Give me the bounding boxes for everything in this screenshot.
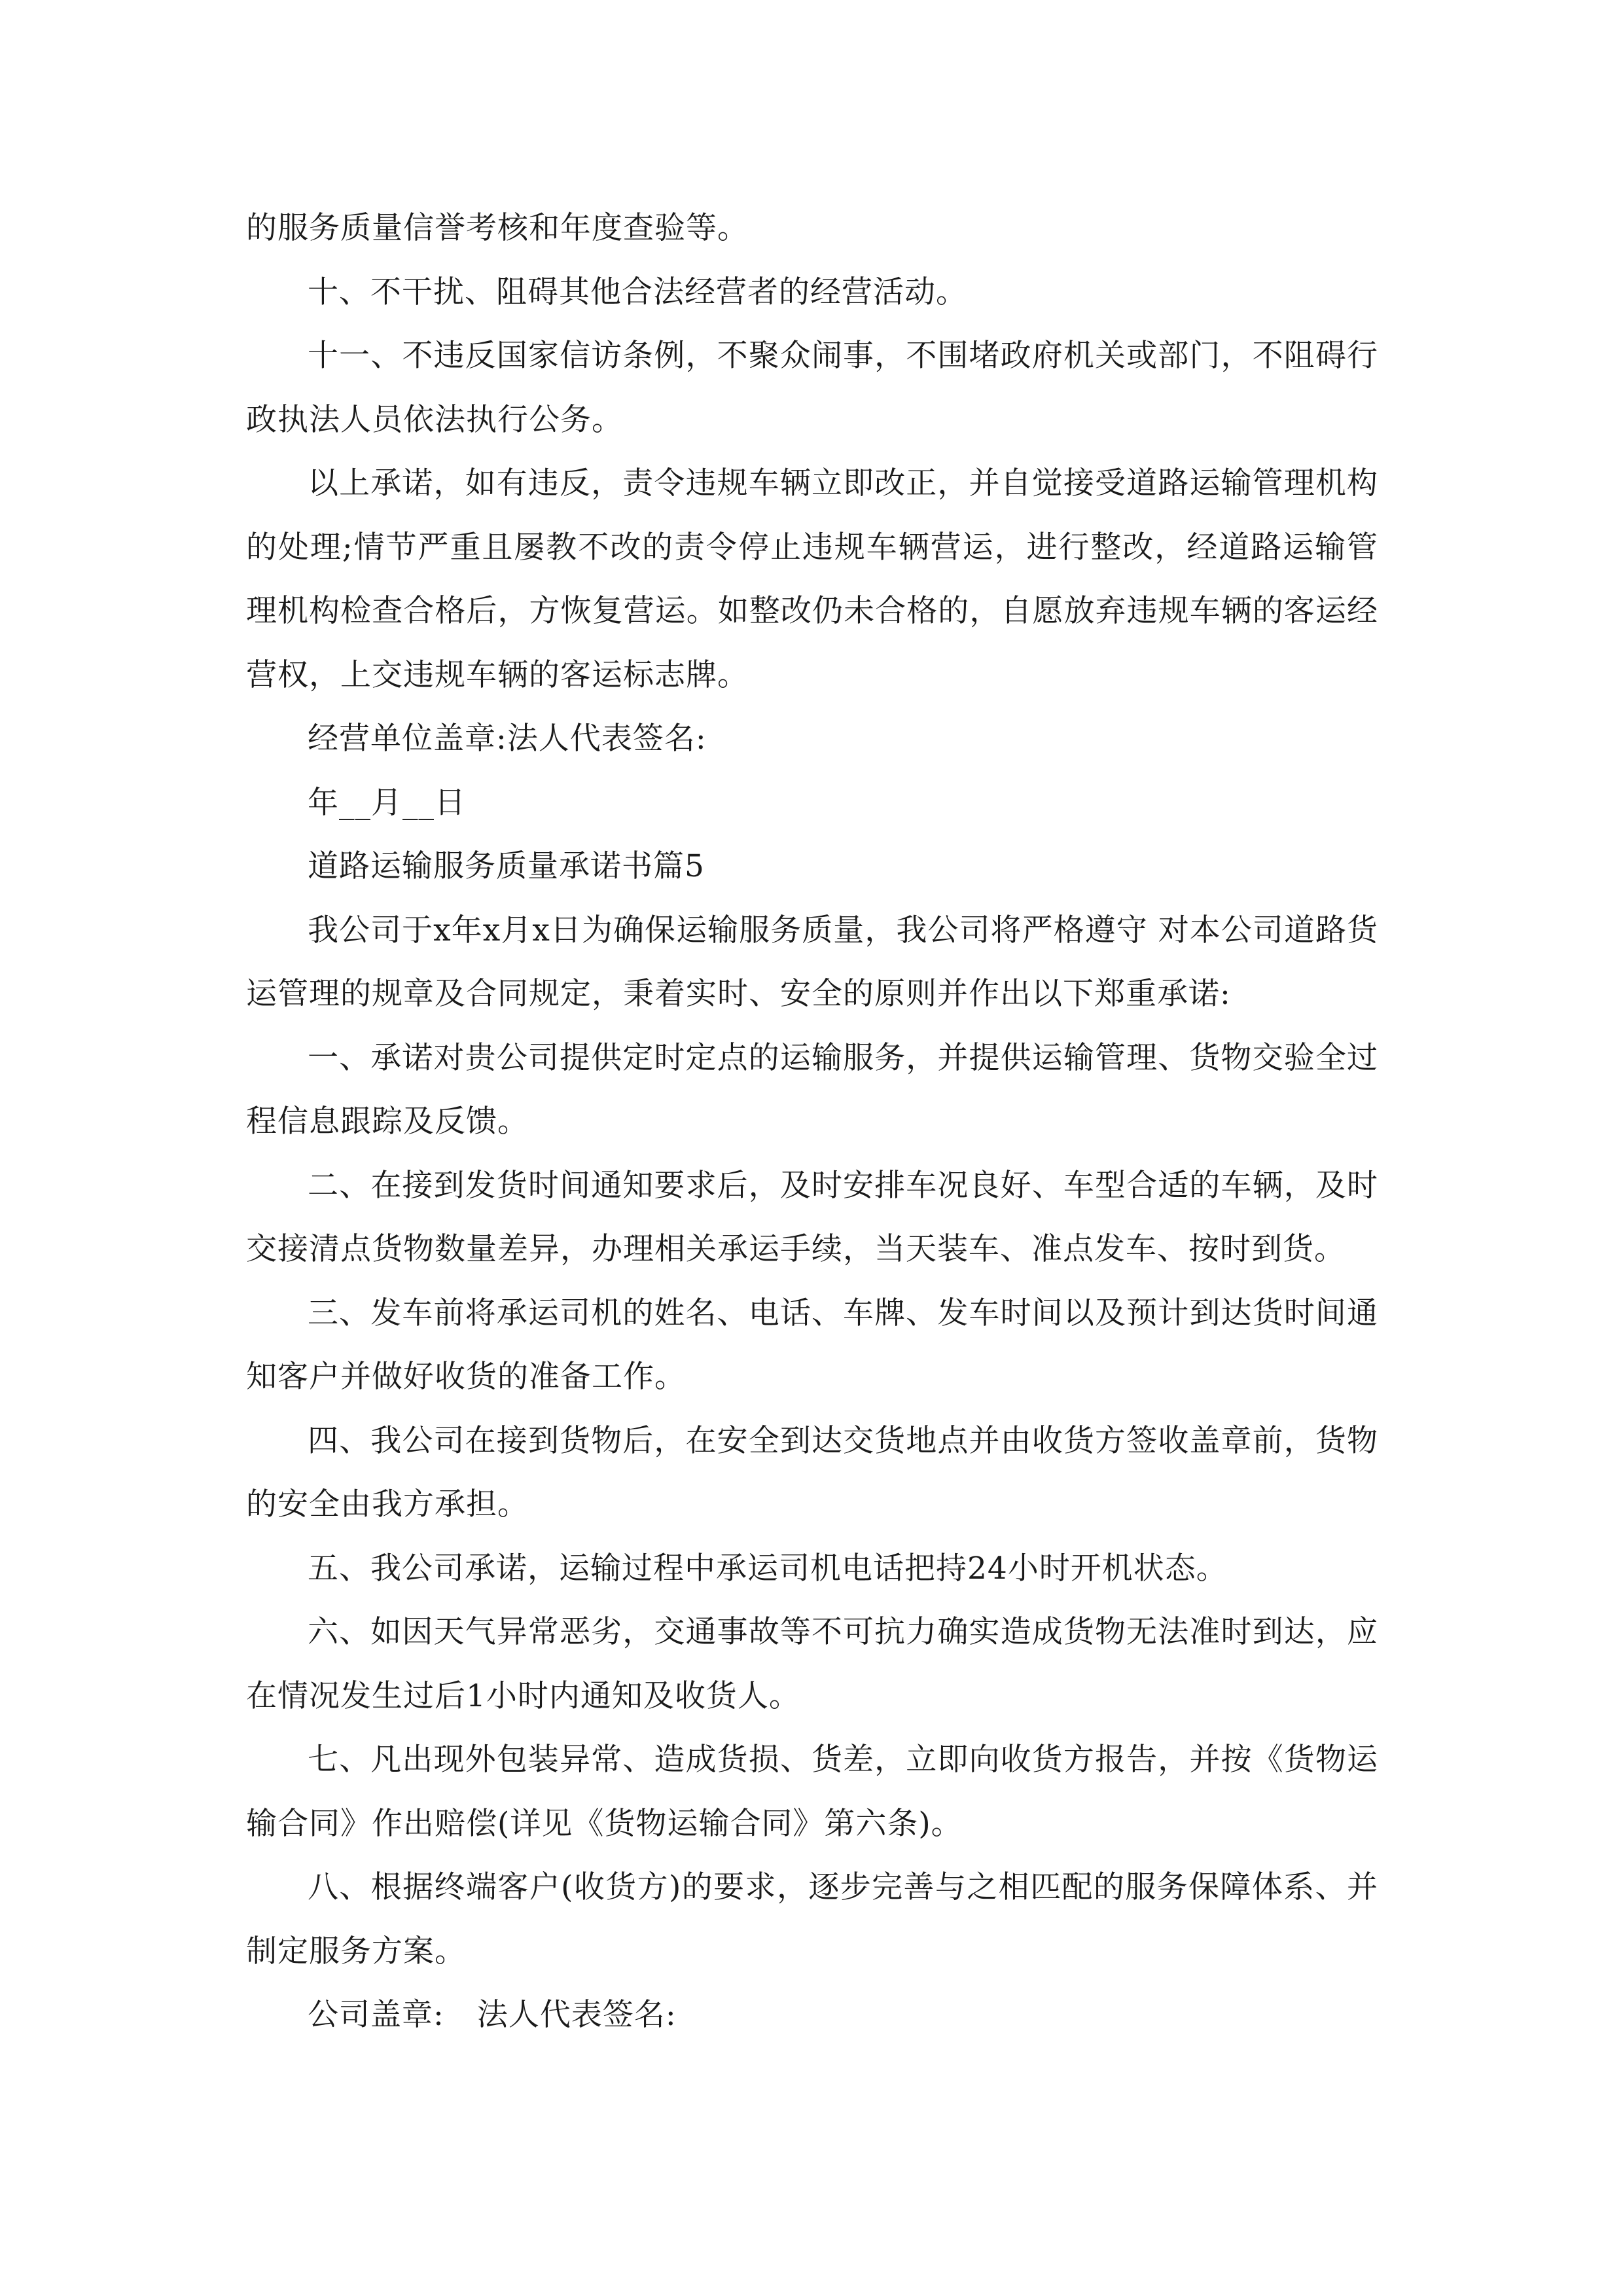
- paragraph-signature-line-1: 经营单位盖章:法人代表签名:: [308, 721, 707, 757]
- company-seal-label: 公司盖章:: [308, 1997, 444, 2033]
- paragraph-item-5: 五、我公司承诺，运输过程中承运司机电话把持24小时开机状态。: [308, 1550, 1228, 1587]
- paragraph-commitment-summary: 以上承诺，如有违反，责令违规车辆立即改正，并自觉接受道路运输管理机构的处理;情节严重且屡教不改的责令停止违规车辆营运，进行整改，经道路运输管理机构检查合格后，方恢复营运。如整改仍未合格的，自愿放弃违规车辆的客运经营权，上交违规车辆的客运标志牌。: [246, 465, 1378, 693]
- paragraph-item-8: 八、根据终端客户(收货方)的要求，逐步完善与之相匹配的服务保障体系、并制定服务方案。: [246, 1869, 1378, 1969]
- paragraph-clause-10: 十、不干扰、阻碍其他合法经营者的经营活动。: [308, 274, 967, 310]
- paragraph-item-3: 三、发车前将承运司机的姓名、电话、车牌、发车时间以及预计到达货时间通知客户并做好收货的准备工作。: [246, 1295, 1378, 1395]
- paragraph-item-2: 二、在接到发货时间通知要求后，及时安排车况良好、车型合适的车辆，及时交接清点货物数量差异，办理相关承运手续，当天装车、准点发车、按时到货。: [246, 1167, 1378, 1267]
- document-body: [246, 196, 1378, 2047]
- paragraph-item-4: 四、我公司在接到货物后，在安全到达交货地点并由收货方签收盖章前，货物的安全由我方承担。: [246, 1422, 1378, 1522]
- paragraph-item-7: 七、凡出现外包装异常、造成货损、货差，立即向收货方报告，并按《货物运输合同》作出赔偿(详见《货物运输合同》第六条)。: [246, 1742, 1378, 1842]
- signature-line-2: [246, 1983, 1378, 2047]
- legal-rep-signature-label: 法人代表签名:: [476, 1997, 677, 2033]
- paragraph-continuation: 的服务质量信誉考核和年度查验等。: [246, 210, 749, 246]
- section-title-5: 道路运输服务质量承诺书篇5: [308, 848, 705, 884]
- paragraph-item-6: 六、如因天气异常恶劣，交通事故等不可抗力确实造成货物无法准时到达，应在情况发生过后1小时内通知及收货人。: [246, 1614, 1378, 1714]
- paragraph-intro: 我公司于x年x月x日为确保运输服务质量，我公司将严格遵守 对本公司道路货运管理的规章及合同规定，秉着实时、安全的原则并作出以下郑重承诺:: [246, 912, 1378, 1012]
- paragraph-item-1: 一、承诺对贵公司提供定时定点的运输服务，并提供运输管理、货物交验全过程信息跟踪及反馈。: [246, 1039, 1378, 1139]
- paragraph-date-line: 年__月__日: [308, 784, 466, 821]
- paragraph-clause-11: 十一、不违反国家信访条例，不聚众闹事，不围堵政府机关或部门，不阻碍行政执法人员依法执行公务。: [246, 338, 1378, 438]
